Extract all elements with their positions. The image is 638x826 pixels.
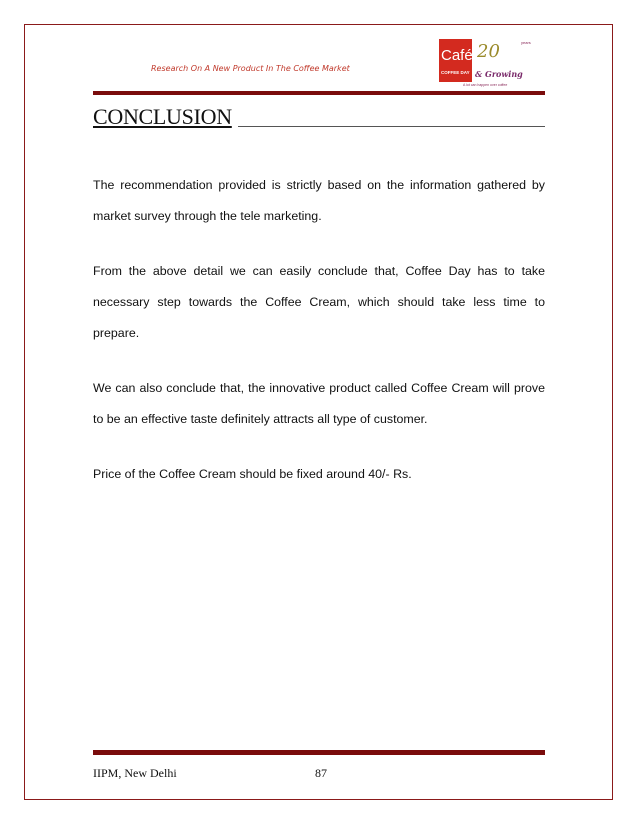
logo-box xyxy=(439,39,472,82)
logo-years: 20 xyxy=(477,41,500,62)
paragraph: We can also conclude that, the innovative product called Coffee Cream will prove to be an effective taste definitely attracts all type of customer. xyxy=(93,381,545,426)
logo-years-suffix: years xyxy=(521,40,531,45)
paragraph: From the above detail we can easily conclude that, Coffee Day has to take necessary step towards the Coffee Cream, which should take less time to prepare. xyxy=(93,264,545,340)
logo-tagline: A lot can happen over coffee xyxy=(463,83,508,87)
logo-growing: & Growing xyxy=(475,69,523,79)
page-title: CONCLUSION xyxy=(93,104,232,129)
cafe-coffee-day-logo xyxy=(439,39,539,89)
paragraph: Price of the Coffee Cream should be fixed around 40/- Rs. xyxy=(93,467,412,481)
logo-sub: COFFEE DAY xyxy=(441,70,470,75)
running-header: Research On A New Product In The Coffee Market xyxy=(151,64,350,73)
header-rule xyxy=(93,91,545,95)
heading-underline xyxy=(238,126,545,127)
logo-brand: Café xyxy=(441,47,473,64)
page-number: 87 xyxy=(315,766,327,780)
footer-institute: IIPM, New Delhi xyxy=(93,766,177,780)
body-text xyxy=(93,170,545,514)
paragraph: The recommendation provided is strictly based on the information gathered by market survey through the tele marketing. xyxy=(93,178,545,223)
footer-rule xyxy=(93,750,545,755)
